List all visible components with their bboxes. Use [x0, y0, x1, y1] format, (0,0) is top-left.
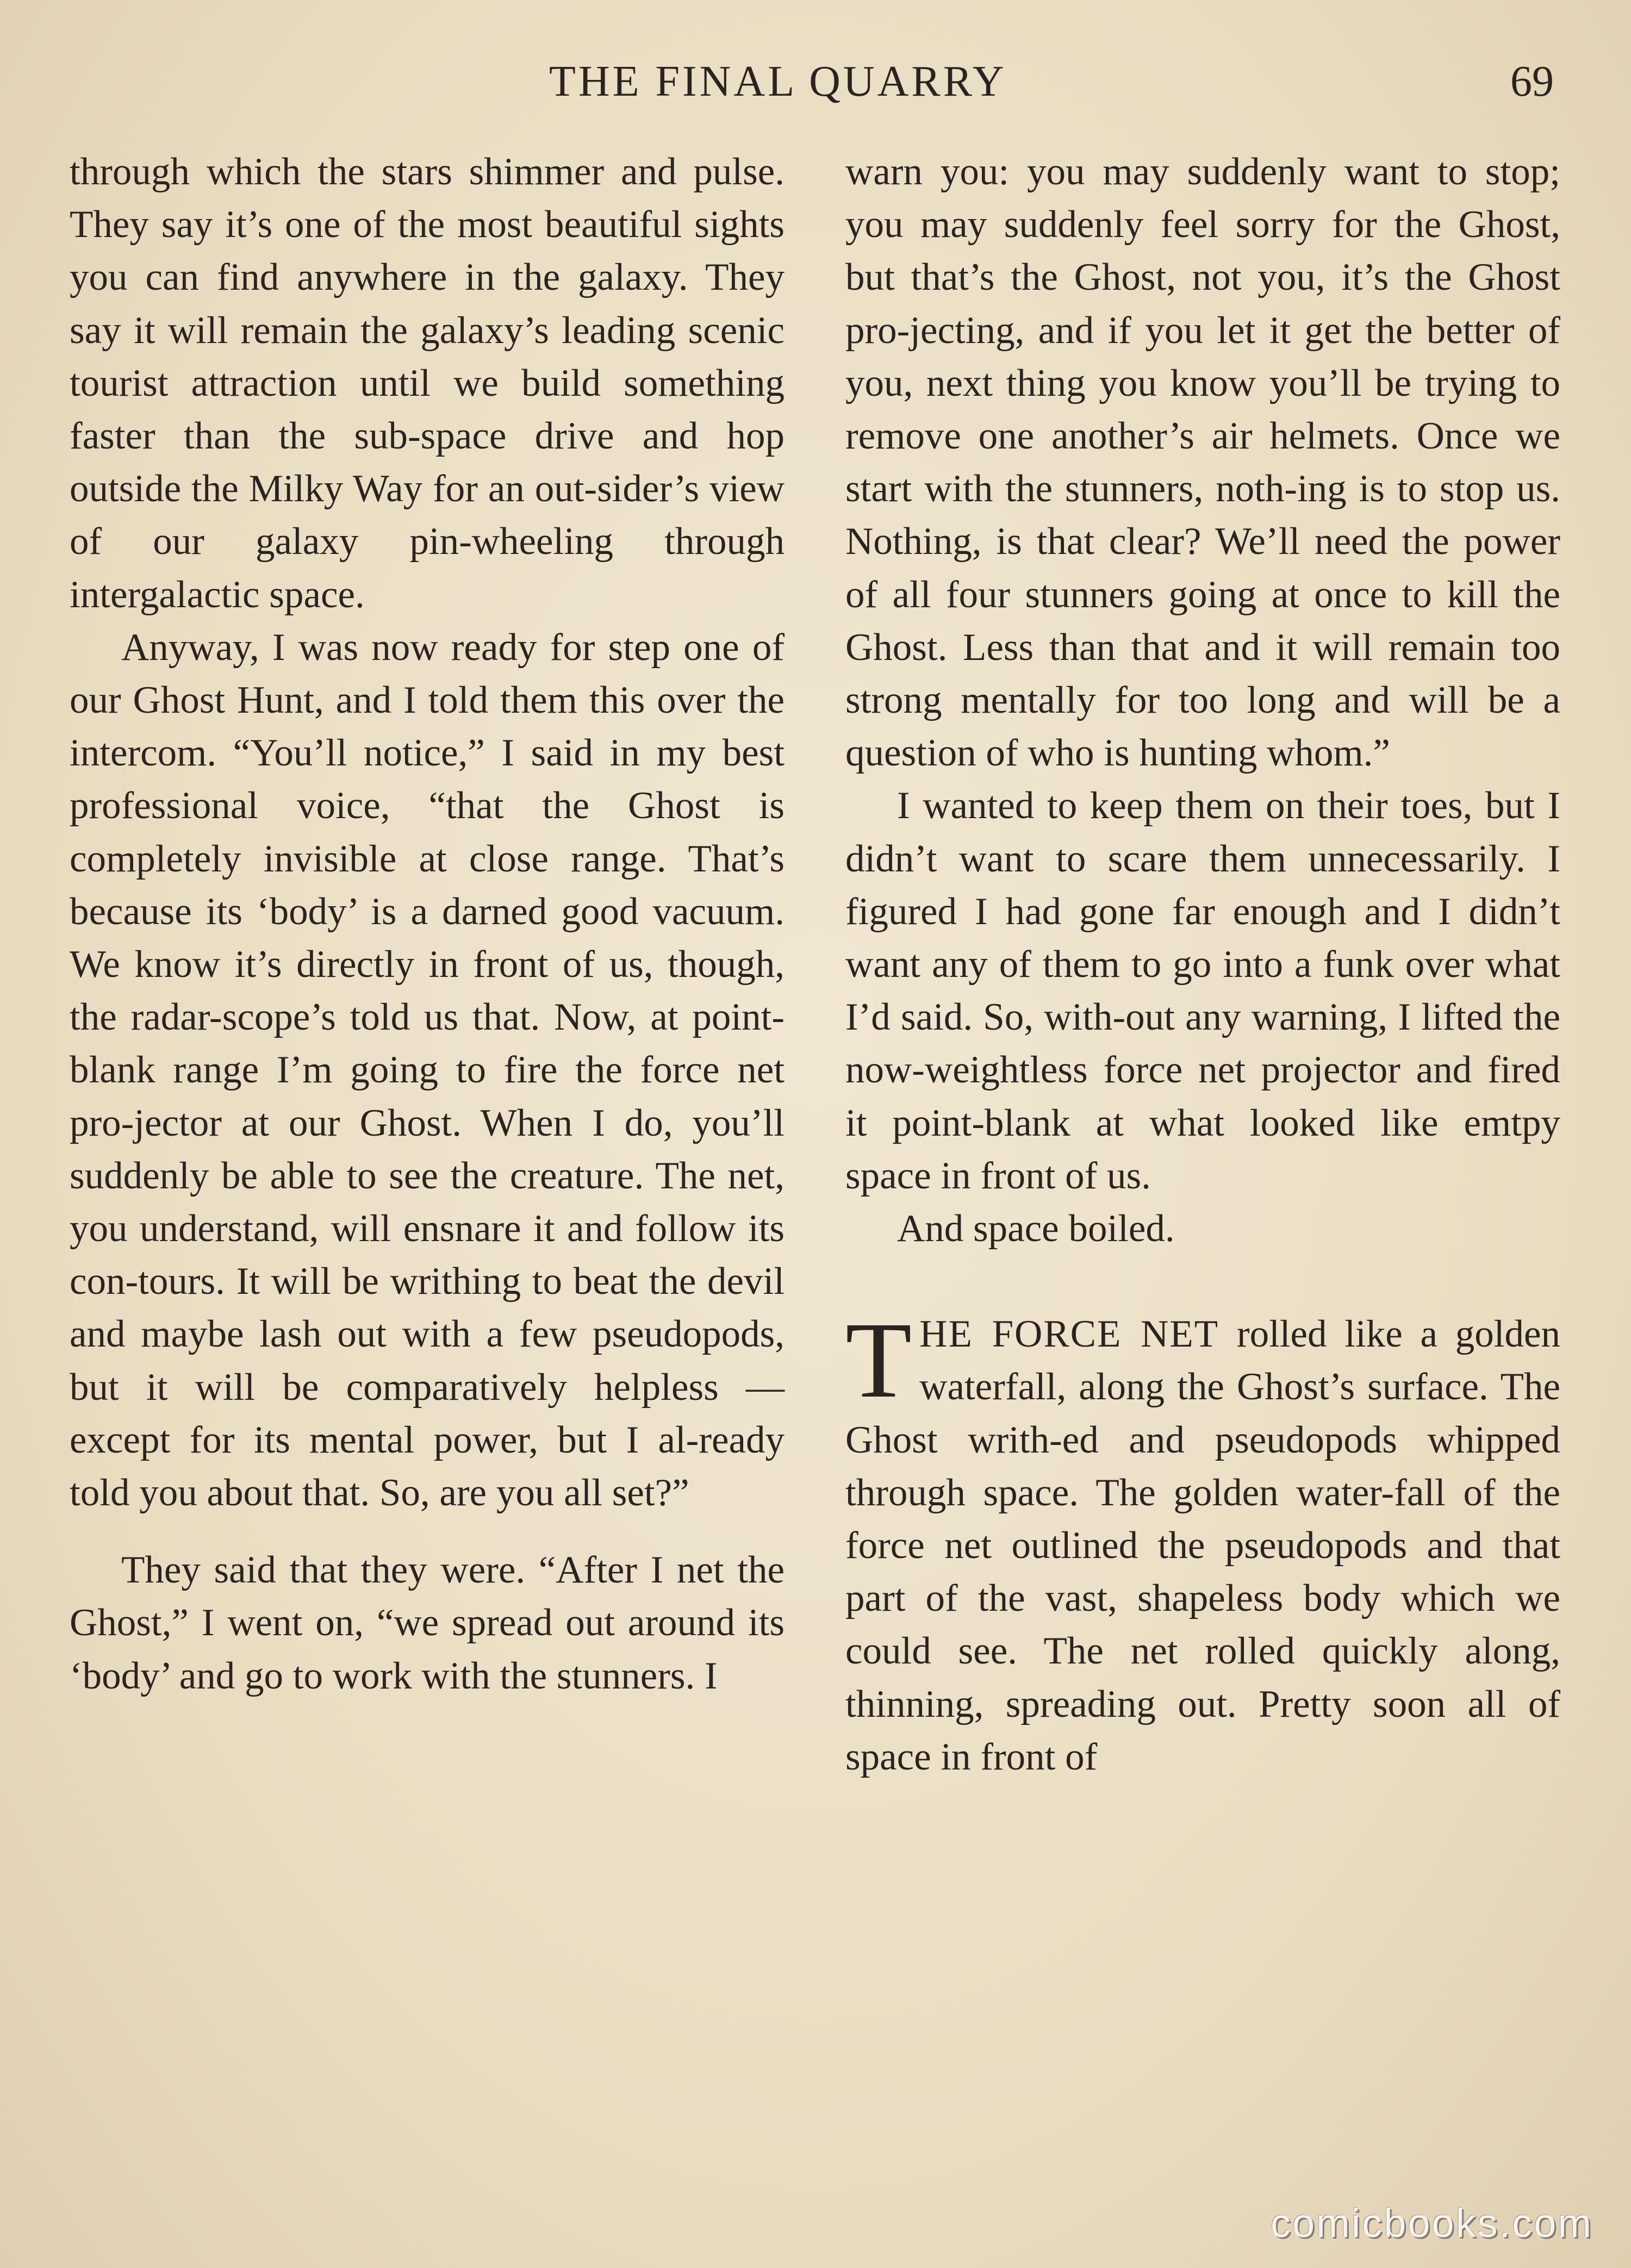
paragraph-text: rolled like a golden waterfall, along the Ghost’s surface. The Ghost writh-ed and pseudopods whipped through space. The golden water-fall of the force net outlined the pseudopods and that part of the vast, shapeless body which we could see. The net rolled quickly along, thinning, spreading out. Pretty soon all of space in front of	[845, 1313, 1560, 1778]
paragraph: warn you: you may suddenly want to stop; you may suddenly feel sorry for the Ghost, but that’s the Ghost, not you, it’s the Ghost pro-jecting, and if you let it get the better of you, next thing you know you’ll be trying to remove one another’s air helmets. Once we start with the stunners, noth-ing is to stop us. Nothing, is that clear? We’ll need the power of all four stunners going at once to kill the Ghost. Less than that and it will remain too strong mentally for too long and will be a question of who is hunting whom.”	[845, 151, 1560, 775]
lead-in: HE FORCE NET	[919, 1313, 1219, 1356]
left-column	[70, 146, 785, 1703]
paragraph: Anyway, I was now ready for step one of our Ghost Hunt, and I told them this over the intercom. “You’ll notice,” I said in my best professional voice, “that the Ghost is completely invisible at close range. That’s because its ‘body’ is a darned good vacuum. We know it’s directly in front of us, though, the radar-scope’s told us that. Now, at point-blank range I’m going to fire the force net pro-jector at our Ghost. When I do, you’ll suddenly be able to see the creature. The net, you understand, will ensnare it and follow its con-tours. It will be writhing to beat the devil and maybe lash out with a few pseudopods, but it will be comparatively helpless — except for its mental power, but I al-ready told you about that. So, are you all set?”	[70, 626, 785, 1515]
dropcap-paragraph	[845, 1300, 1560, 1784]
running-title: THE FINAL QUARRY	[549, 58, 1007, 105]
paragraph: And space boiled.	[897, 1207, 1175, 1250]
drop-cap: T	[845, 1300, 912, 1421]
right-column	[845, 146, 1560, 1784]
running-head	[0, 52, 1631, 111]
watermark: comicbooks.com	[1270, 2201, 1593, 2246]
paragraph: They said that they were. “After I net the Ghost,” I went on, “we spread out around its ‘body’ and go to work with the stunners. I	[70, 1549, 785, 1697]
page-number: 69	[1510, 58, 1554, 105]
paragraph: I wanted to keep them on their toes, but I didn’t want to scare them unnecessarily. I figured I had gone far enough and I didn’t want any of them to go into a funk over what I’d said. So, with-out any warning, I lifted the now-weightless force net projector and fired it point-blank at what looked like emtpy space in front of us.	[845, 784, 1560, 1197]
section-break	[845, 1255, 1560, 1308]
paragraph: through which the stars shimmer and pulse. They say it’s one of the most beautiful sights you can find anywhere in the galaxy. They say it will remain the galaxy’s leading scenic tourist attraction until we build something faster than the sub-space drive and hop outside the Milky Way for an out-sider’s view of our galaxy pin-wheeling through intergalactic space.	[70, 151, 785, 616]
